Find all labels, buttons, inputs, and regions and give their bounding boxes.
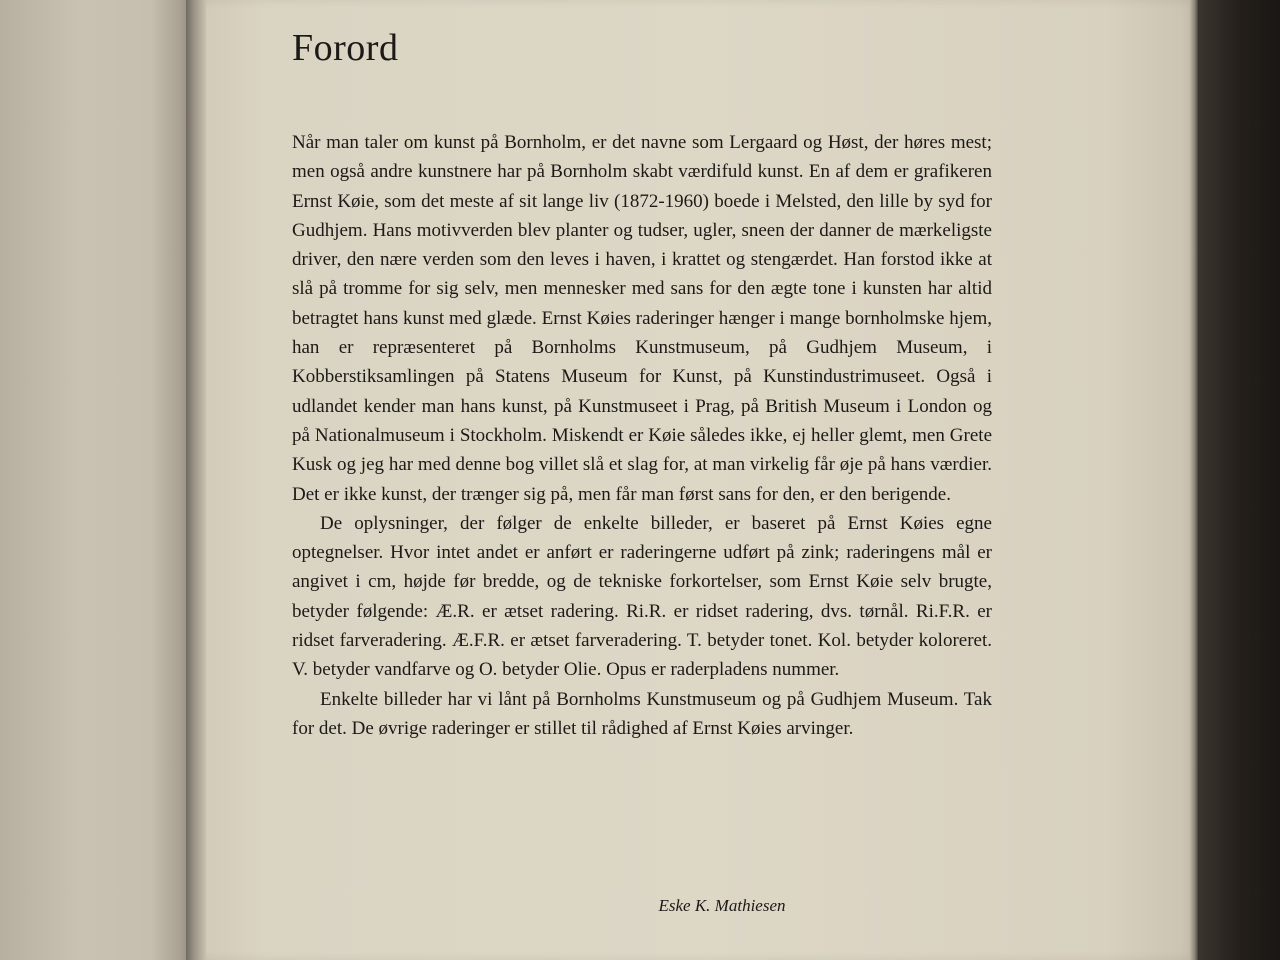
page-edge bbox=[1190, 0, 1198, 960]
paragraph-1: Når man taler om kunst på Bornholm, er det navne som Lergaard og Høst, der høres mest; men også andre kunstnere har på Bornholm skabt værdifuld kunst. En af dem er grafikeren Ernst Køie, som det meste af sit lange liv (1872-1960) boede i Melsted, den lille by syd for Gudhjem. Hans motivverden blev planter og tudser, ugler, sneen der danner de mærkeligste driver, den nære verden som den leves i haven, i krattet og stengærdet. Han forstod ikke at slå på tromme for sig selv, men mennesker med sans for den ægte tone i kunsten har altid betragtet hans kunst med glæde. Ernst Køies raderinger hænger i mange bornholmske hjem, han er repræsenteret på Bornholms Kunstmuseum, på Gudhjem Museum, i Kobberstiksamlingen på Statens Museum for Kunst, på Kunstindustrimuseet. Også i udlandet kender man hans kunst, på Kunstmuseet i Prag, på British Museum i London og på Nationalmuseum i Stockholm. Miskendt er Køie således ikke, ej heller glemt, men Grete Kusk og jeg har med denne bog villet slå et slag for, at man virkelig får øje på hans værdier. Det er ikke kunst, der trænger sig på, men får man først sans for den, er den berigende. bbox=[292, 132, 992, 505]
author-signature: Eske K. Mathiesen bbox=[658, 896, 786, 915]
text-block bbox=[292, 24, 992, 915]
body-text bbox=[292, 128, 992, 743]
paragraph-3: Enkelte billeder har vi lånt på Bornholms Kunstmuseum og på Gudhjem Museum. Tak for det. De øvrige raderinger er stillet til rådighed af Ernst Køies arvinger. bbox=[292, 688, 992, 739]
paragraph-2: De oplysninger, der følger de enkelte billeder, er baseret på Ernst Køies egne optegnelser. Hvor intet andet er anført er raderingerne udført på zink; raderingens mål er angivet i cm, højde før bredde, og de tekniske forkortelser, som Ernst Køie selv brugte, betyder følgende: Æ.R. er ætset radering. Ri.R. er ridset radering, dvs. tørnål. Ri.F.R. er ridset farveradering. Æ.F.R. er ætset farveradering. T. betyder tonet. Kol. betyder koloreret. V. betyder vandfarve og O. betyder Olie. Opus er raderpladens nummer. bbox=[292, 512, 992, 681]
page-title: Forord bbox=[292, 27, 399, 69]
left-page bbox=[0, 0, 192, 960]
